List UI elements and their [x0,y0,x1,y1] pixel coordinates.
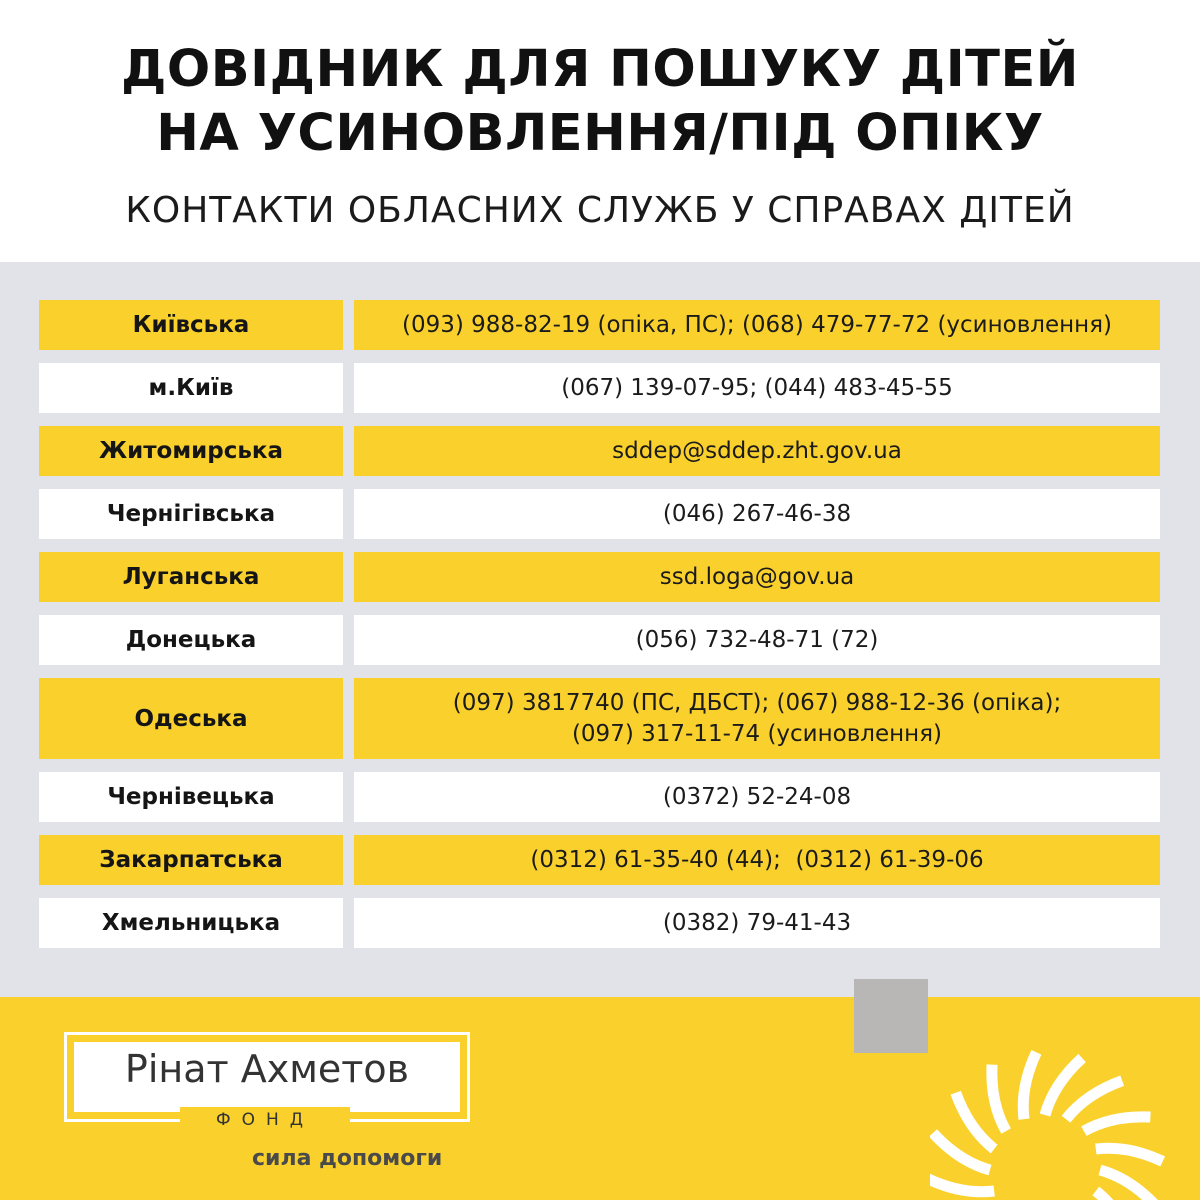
contact-cell: (0312) 61-35-40 (44); (0312) 61-39-06 [354,835,1160,885]
region-cell: Житомирська [39,426,343,476]
table-row [39,772,1160,822]
table-row [39,898,1160,948]
contact-cell [354,678,1160,759]
header [0,0,1200,262]
sun-ray [1096,1148,1163,1161]
region-cell: Луганська [39,552,343,602]
logo-subtitle: ФОНД [180,1107,350,1133]
contact-cell: (0382) 79-41-43 [354,898,1160,948]
page-title-line1: ДОВІДНИК ДЛЯ ПОШУКУ ДІТЕЙ [121,40,1079,99]
contact-line: (097) 3817740 (ПС, ДБСТ); (067) 988-12-36 (опіка); [452,689,1062,716]
table-row [39,615,1160,665]
contact-cell: (093) 988-82-19 (опіка, ПС); (068) 479-77-72 (усиновлення) [354,300,1160,350]
table-row [39,489,1160,539]
contact-cell: (046) 267-46-38 [354,489,1160,539]
region-cell: Київська [39,300,343,350]
sun-ray [1096,1191,1135,1200]
region-cell: Донецька [39,615,343,665]
sun-ray [992,1065,1006,1132]
tagline: сила допомоги [252,1146,443,1171]
sun-ray [1066,1081,1122,1120]
contact-cell: (0372) 52-24-08 [354,772,1160,822]
region-cell: Чернігівська [39,489,343,539]
contact-cell: (067) 139-07-95; (044) 483-45-55 [354,363,1160,413]
page-subtitle: КОНТАКТИ ОБЛАСНИХ СЛУЖБ У СПРАВАХ ДІТЕЙ [125,190,1075,231]
sun-ray [1084,1117,1151,1131]
sun-ray [956,1093,995,1149]
decorative-square [854,979,928,1053]
table-row [39,552,1160,602]
region-cell: Одеська [39,678,343,759]
region-cell: м.Київ [39,363,343,413]
region-cell: Закарпатська [39,835,343,885]
table-row [39,300,1160,350]
table-row [39,835,1160,885]
contact-line: (097) 317-11-74 (усиновлення) [571,720,943,747]
table-row [39,678,1160,759]
table-row [39,426,1160,476]
logo-name: Рінат Ахметов [124,1047,410,1091]
contact-cell: (056) 732-48-71 (72) [354,615,1160,665]
contacts-panel [0,262,1200,997]
region-cell: Чернівецька [39,772,343,822]
page-title-line2: НА УСИНОВЛЕННЯ/ПІД ОПІКУ [156,104,1044,163]
region-cell: Хмельницька [39,898,343,948]
sun-rays-icon [930,1015,1200,1200]
sun-ray [930,1179,994,1192]
contact-cell: ssd.loga@gov.ua [354,552,1160,602]
sun-ray [1023,1052,1036,1119]
contact-cell: sddep@sddep.zht.gov.ua [354,426,1160,476]
table-row [39,363,1160,413]
